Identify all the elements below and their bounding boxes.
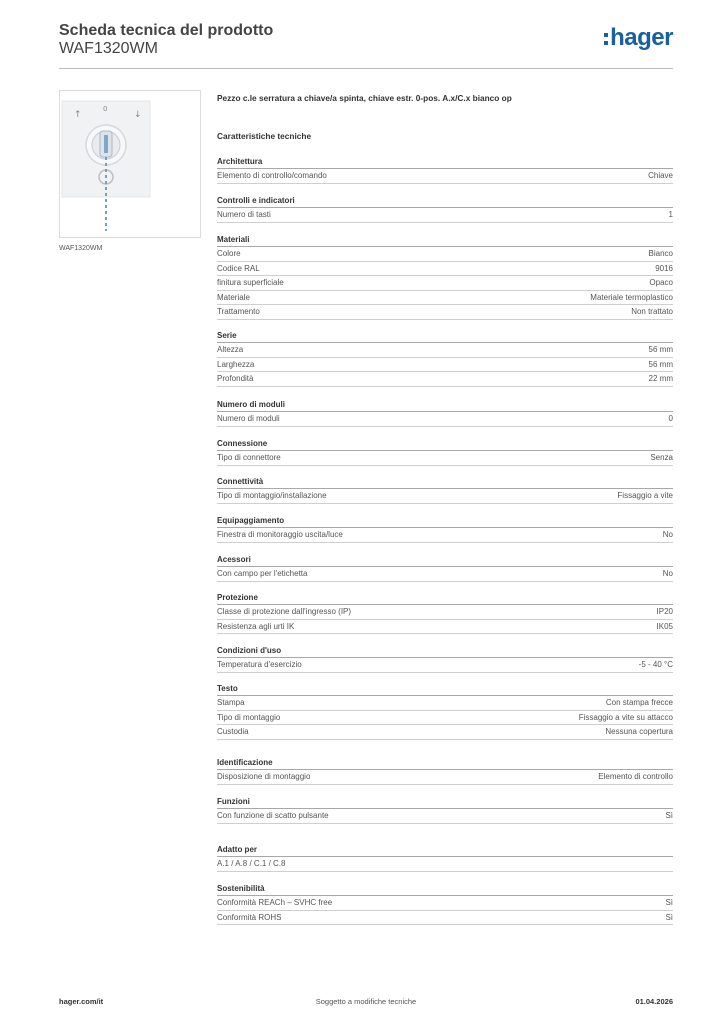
logo-dots-icon [604, 33, 608, 45]
spec-value: Sì [665, 898, 673, 907]
spec-value: Con stampa frecce [605, 698, 673, 707]
spec-group-title: Funzioni [217, 795, 673, 809]
spec-row [217, 809, 673, 824]
spec-value: Non trattato [631, 307, 673, 316]
spec-group [217, 437, 673, 466]
spec-value: 0 [668, 414, 673, 423]
spec-group [217, 843, 673, 872]
spec-label: Materiale [217, 292, 250, 302]
spec-label: Con funzione di scatto pulsante [217, 811, 329, 820]
spec-label: Altezza [217, 345, 244, 354]
spec-group-title: Serie [217, 329, 673, 343]
spec-value: Senza [650, 453, 673, 462]
spec-group-title: Adatto per [217, 843, 673, 857]
spec-value: Materiale termoplastico [590, 292, 673, 302]
hager-logo [604, 26, 673, 50]
spec-group [217, 329, 673, 387]
spec-label: Colore [217, 249, 241, 258]
spec-label: Finestra di monitoraggio uscita/luce [217, 530, 343, 539]
spec-row [217, 276, 673, 291]
spec-group [217, 398, 673, 427]
spec-group [217, 591, 673, 634]
spec-group-title: Identificazione [217, 756, 673, 770]
footer-website[interactable]: hager.com/it [59, 997, 104, 1006]
spec-group-title: Protezione [217, 591, 673, 605]
spec-row [217, 358, 673, 373]
spec-group [217, 553, 673, 582]
footer-date: 01.04.2026 [635, 997, 673, 1006]
spec-label: Resistenza agli urti IK [217, 621, 295, 631]
spec-value: IK05 [656, 621, 673, 631]
spec-value: 9016 [655, 263, 673, 273]
spec-value: No [662, 569, 673, 578]
spec-row [217, 169, 673, 184]
spec-group-title: Condizioni d'uso [217, 644, 673, 658]
spec-label: Elemento di controllo/comando [217, 171, 327, 180]
spec-label: Custodia [217, 727, 249, 736]
spec-value: 56 mm [648, 359, 673, 369]
spec-group-title: Numero di moduli [217, 398, 673, 412]
spec-group [217, 155, 673, 184]
spec-label: Trattamento [217, 307, 260, 316]
spec-value: No [662, 530, 673, 539]
spec-value: Opaco [649, 278, 673, 287]
spec-value: 22 mm [648, 374, 673, 383]
key-switch-illustration [60, 91, 200, 237]
spec-row [217, 451, 673, 466]
spec-row [217, 620, 673, 635]
spec-group-title: Controlli e indicatori [217, 194, 673, 208]
spec-group [217, 756, 673, 785]
image-caption: WAF1320WM [59, 245, 103, 252]
spec-row [217, 725, 673, 740]
spec-group [217, 882, 673, 925]
logo-text: hager [610, 24, 673, 51]
spec-row [217, 372, 673, 387]
spec-row [217, 896, 673, 911]
spec-row [217, 567, 673, 582]
spec-value: Sì [665, 912, 673, 922]
spec-group [217, 475, 673, 504]
footer-note: Soggetto a modifiche tecniche [315, 997, 417, 1006]
spec-row [217, 770, 673, 785]
product-image [59, 90, 201, 238]
spec-value: IP20 [656, 607, 673, 616]
spec-label: Tipo di connettore [217, 453, 281, 462]
spec-row [217, 208, 673, 223]
spec-label: Disposizione di montaggio [217, 772, 311, 781]
spec-value: 56 mm [648, 345, 673, 354]
spec-group-title: Connettività [217, 475, 673, 489]
spec-group-title: Acessori [217, 553, 673, 567]
spec-label: Conformità REACh – SVHC free [217, 898, 333, 907]
zero-position-label: 0 [103, 105, 108, 113]
spec-label: Codice RAL [217, 263, 260, 273]
spec-group [217, 795, 673, 824]
spec-row [217, 489, 673, 504]
spec-row [217, 696, 673, 711]
spec-group [217, 644, 673, 673]
page-header [59, 21, 673, 69]
spec-value: 1 [668, 210, 673, 219]
spec-value: Fissaggio a vite [617, 491, 673, 500]
spec-label: A.1 / A.8 / C.1 / C.8 [217, 859, 286, 868]
spec-row [217, 911, 673, 926]
product-code: WAF1320WM [59, 40, 158, 57]
spec-label: Stampa [217, 698, 245, 707]
spec-label: Con campo per l'etichetta [217, 569, 308, 578]
spec-group-title: Equipaggiamento [217, 514, 673, 528]
spec-group-title: Testo [217, 682, 673, 696]
spec-value: Fissaggio a vite su attacco [578, 712, 673, 722]
spec-value: Elemento di controllo [598, 772, 673, 781]
spec-value: Chiave [648, 171, 673, 180]
spec-label: Conformità ROHS [217, 912, 282, 922]
spec-label: Temperatura d'esercizio [217, 660, 302, 669]
spec-value: Sì [665, 811, 673, 820]
spec-label: Numero di moduli [217, 414, 280, 423]
spec-group [217, 233, 673, 320]
spec-row [217, 658, 673, 673]
spec-group-title: Materiali [217, 233, 673, 247]
spec-group [217, 194, 673, 223]
spec-label: Larghezza [217, 359, 255, 369]
spec-value: Bianco [648, 249, 673, 258]
spec-value: Nessuna copertura [605, 727, 673, 736]
spec-row [217, 262, 673, 277]
spec-label: Numero di tasti [217, 210, 271, 219]
spec-row [217, 305, 673, 320]
spec-row [217, 528, 673, 543]
spec-row [217, 247, 673, 262]
spec-row [217, 343, 673, 358]
spec-label: Tipo di montaggio [217, 712, 281, 722]
spec-group-title: Architettura [217, 155, 673, 169]
spec-group [217, 514, 673, 543]
spec-row [217, 291, 673, 306]
spec-row [217, 857, 673, 872]
product-description: Pezzo c.le serratura a chiave/a spinta, chiave estr. 0-pos. A.x/C.x bianco op [217, 93, 512, 103]
spec-label: finitura superficiale [217, 278, 284, 287]
document-title: Scheda tecnica del prodotto [59, 22, 274, 39]
spec-group-title: Connessione [217, 437, 673, 451]
spec-row [217, 605, 673, 620]
spec-group [217, 682, 673, 740]
spec-label: Profondità [217, 374, 254, 383]
spec-label: Tipo di montaggio/installazione [217, 491, 327, 500]
arrow-down-label: ↓ [134, 110, 142, 120]
arrow-up-label: ↑ [74, 110, 82, 120]
spec-row [217, 412, 673, 427]
spec-value: -5 - 40 °C [638, 660, 673, 669]
spec-label: Classe di protezione dall'ingresso (IP) [217, 607, 352, 616]
section-heading: Caratteristiche tecniche [217, 131, 312, 141]
spec-group-title: Sostenibilità [217, 882, 673, 896]
spec-row [217, 711, 673, 726]
